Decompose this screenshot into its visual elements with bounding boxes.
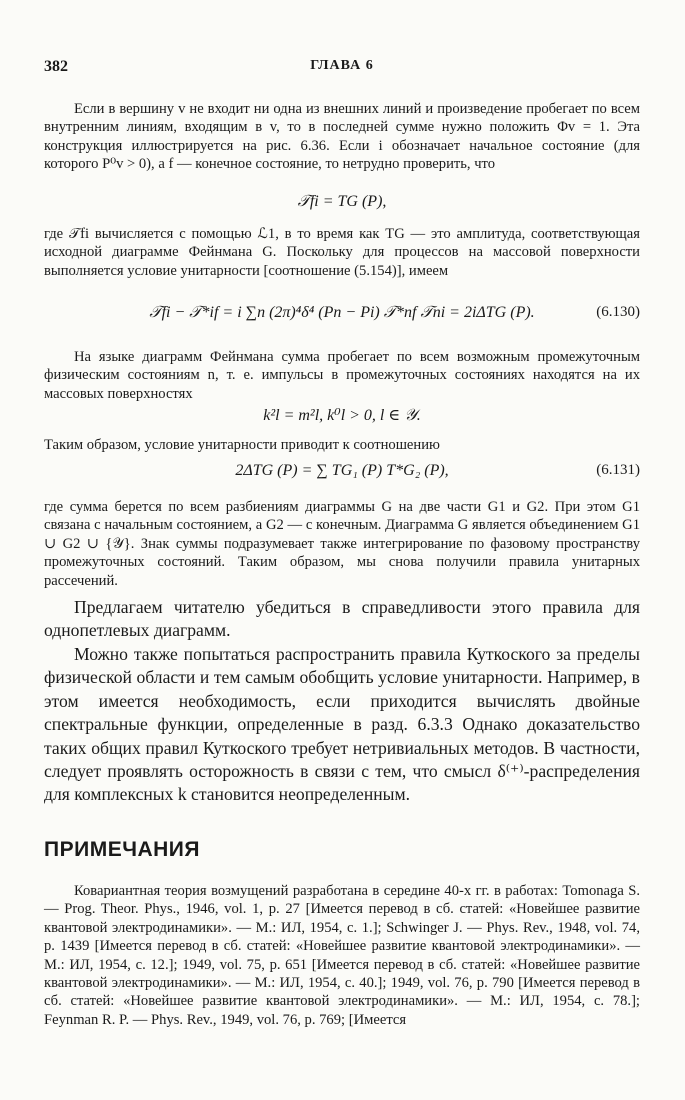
paragraph-7: Можно также попытаться распространить правила Куткоского за пределы физической области и тем самым обобщить условие унитарности. Например, в этом имеется необходимость, если приходится вычислять двойные спектральные функции, определенные в разд. 6.3.3 Однако доказательство таких общих правил Куткоского требует нетривиальных методов. В частности, следует проявлять осторожность в связи с тем, что смысл δ⁽⁺⁾-распределения для комплексных k становится неопределенным. [44,644,640,805]
running-header [44,58,640,80]
page-number: 382 [44,58,68,75]
equation-6-131 [44,462,640,486]
equation-mass-shell [44,405,640,429]
notes-heading: ПРИМЕЧАНИЯ [44,838,200,861]
paragraph-6: Предлагаем читателю убедиться в справедливости этого правила для однопетлевых диаграмм. [44,597,640,641]
equation-formula: 𝒯fi = TG (P), [297,193,387,210]
equation-formula: 2ΔTG (P) = ∑ TG₁ (P) T*G₂ (P), [235,462,449,479]
equation-tfi [44,193,640,217]
paragraph-3: На языке диаграмм Фейнмана сумма пробегает по всем возможным промежуточным физическим состояниям n, т. е. импульсы в промежуточных состояниях находятся на их массовых поверхностях [44,349,640,402]
equation-formula: 𝒯fi − 𝒯*if = i ∑n (2π)⁴δ⁴ (Pn − Pi) 𝒯*nf 𝒯ni = 2iΔTG (P). [149,304,535,321]
paragraph-4: Таким образом, условие унитарности приводит к соотношению [44,437,440,453]
book-page [44,0,640,1100]
equation-number: (6.130) [596,304,640,320]
paragraph-1: Если в вершину v не входит ни одна из внешних линий и произведение пробегает по всем внутренним линиям, входящим в v, то в последней сумме нужно положить Φv = 1. Эта конструкция иллюстрируется на рис. 6.36. Если i обозначает начальное состояние (для которого P⁰v > 0), а f — конечное состояние, то нетрудно проверить, что [44,101,640,173]
equation-formula: k²l = m²l, k⁰l > 0, l ∈ 𝒴. [263,407,421,424]
chapter-title: ГЛАВА 6 [310,58,374,73]
paragraph-5: где сумма берется по всем разбиениям диаграммы G на две части G1 и G2. При этом G1 связана с начальным состоянием, а G2 — с конечным. Диаграмма G является объединением G1 ∪ G2 ∪ {𝒴}. Знак суммы подразумевает также интегрирование по фазовому пространству промежуточных состояний. Таким образом, мы снова получили правила унитарных рассечений. [44,499,640,589]
equation-6-130 [44,304,640,328]
equation-number: (6.131) [596,462,640,478]
notes-text: Ковариантная теория возмущений разработана в середине 40-х гг. в работах: Tomonaga S. — Prog. Theor. Phys., 1946, vol. 1, p. 27 [Имеется перевод в сб. статей: «Новейшее развитие квантовой электродинамики». — М.: ИЛ, 1954, с. 1.]; Schwinger J. — Phys. Rev., 1948, vol. 74, p. 1439 [Имеется перевод в сб. статей: «Новейшее развитие квантовой электродинамики». — М.: ИЛ, 1954, с. 12.]; 1949, vol. 75, p. 651 [Имеется перевод в сб. статей: «Новейшее развитие квантовой электродинамики». — М.: ИЛ, 1954, с. 40.]; 1949, vol. 76, p. 790 [Имеется перевод в сб. статей: «Новейшее развитие квантовой электродинамики». — М.: ИЛ, 1954, с. 78.]; Feynman R. P. — Phys. Rev., 1949, vol. 76, p. 769; [Имеется [44,883,640,1028]
paragraph-2: где 𝒯fi вычисляется с помощью ℒ1, в то время как TG — это амплитуда, соответствующая исходной диаграмме Фейнмана G. Поскольку для процессов на массовой поверхности выполняется условие унитарности [соотношение (5.154)], имеем [44,226,640,279]
